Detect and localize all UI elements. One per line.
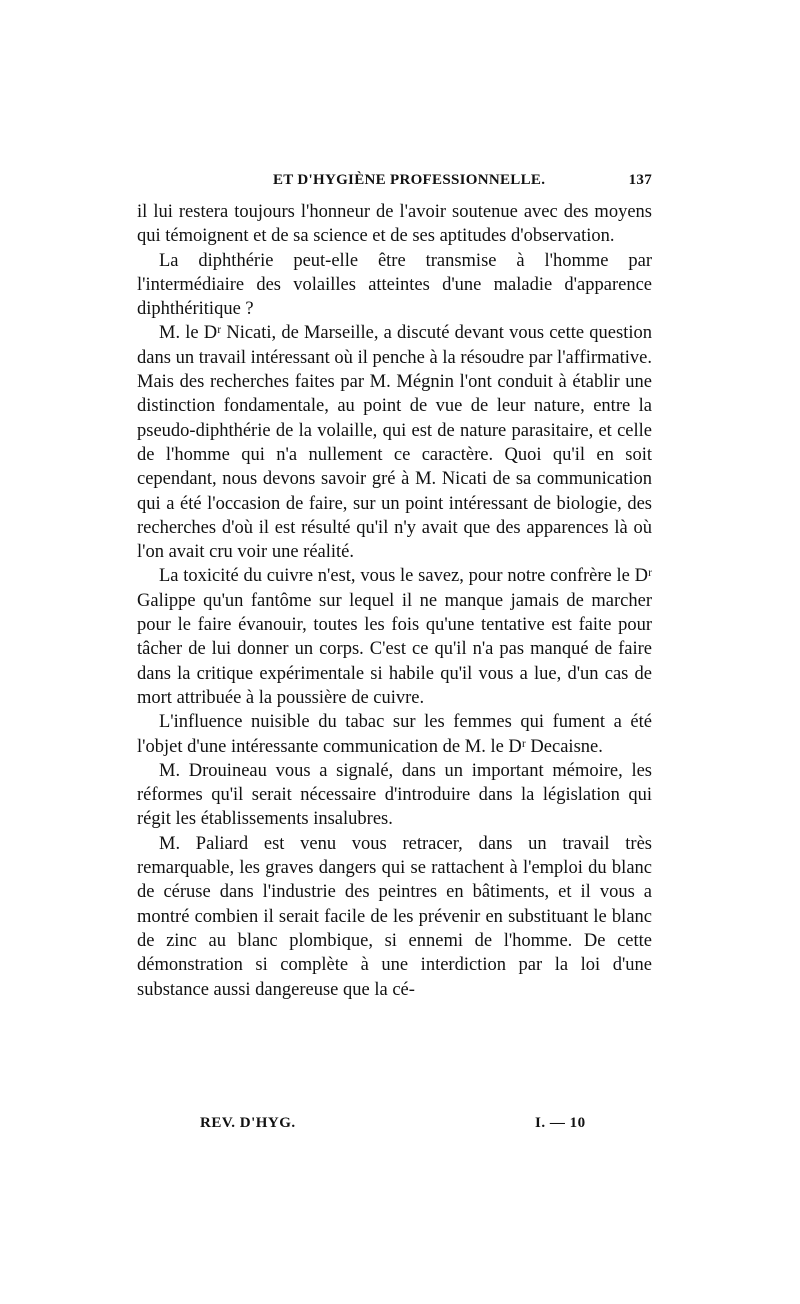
signature-left: REV. D'HYG. — [200, 1115, 296, 1131]
paragraph: La toxicité du cuivre n'est, vous le savez, pour notre confrère le Dʳ Galippe qu'un fantôme sur lequel il ne manque jamais de marcher pour le faire évanouir, toutes les fois qu'une tentative est faite pour tâcher de lui donner un corps. C'est ce qu'il n'a pas manqué de faire dans la critique expérimentale si habile qu'il vous a lue, d'un cas de mort attribuée à la poussière de cuivre. — [137, 566, 652, 708]
running-title: ET D'HYGIÈNE PROFESSIONNELLE. — [273, 172, 546, 188]
signature-right: I. — 10 — [535, 1115, 586, 1131]
paragraph: M. le Dʳ Nicati, de Marseille, a discuté devant vous cette question dans un travail intéressant où il penche à la résoudre par l'affirmative. Mais des recherches faites par M. Mégnin l'ont conduit à établir une distinction fondamentale, au point de vue de leur nature, entre la pseudo-diphthérie de la volaille, qui est de nature parasitaire, et celle de l'homme qui n'a nullement ce caractère. Quoi qu'il en soit cependant, nous devons savoir gré à M. Nicati de sa communication qui a été l'occasion de faire, sur un point intéressant de biologie, des recherches d'où il est résulté qu'il n'y avait que des apparences là où l'on avait cru voir une réalité. — [137, 323, 652, 563]
paragraph: M. Paliard est venu vous retracer, dans un travail très remarquable, les graves dangers qui se rattachent à l'emploi du blanc de céruse dans l'industrie des peintres en bâtiments, et il vous a montré combien il serait facile de les prévenir en substituant le blanc de zinc au blanc plombique, si ennemi de l'homme. De cette démonstration si complète à une interdiction par la loi d'une substance aussi dangereuse que la cé- — [137, 833, 652, 1000]
body-text — [137, 200, 652, 1002]
paragraph: L'influence nuisible du tabac sur les femmes qui fument a été l'objet d'une intéressante communication de M. le Dʳ Decaisne. — [137, 712, 652, 757]
running-header — [137, 172, 652, 194]
page-number: 137 — [628, 172, 652, 188]
signature-line — [137, 1115, 652, 1137]
paragraph: il lui restera toujours l'honneur de l'avoir soutenue avec des moyens qui témoignent et de sa science et de ses aptitudes d'observation. — [137, 202, 652, 247]
paragraph: M. Drouineau vous a signalé, dans un important mémoire, les réformes qu'il serait nécessaire d'introduire dans la législation qui régit les établissements insalubres. — [137, 760, 652, 830]
paragraph: La diphthérie peut-elle être transmise à l'homme par l'intermédiaire des volailles atteintes d'une maladie d'apparence diphthéritique ? — [137, 250, 652, 320]
